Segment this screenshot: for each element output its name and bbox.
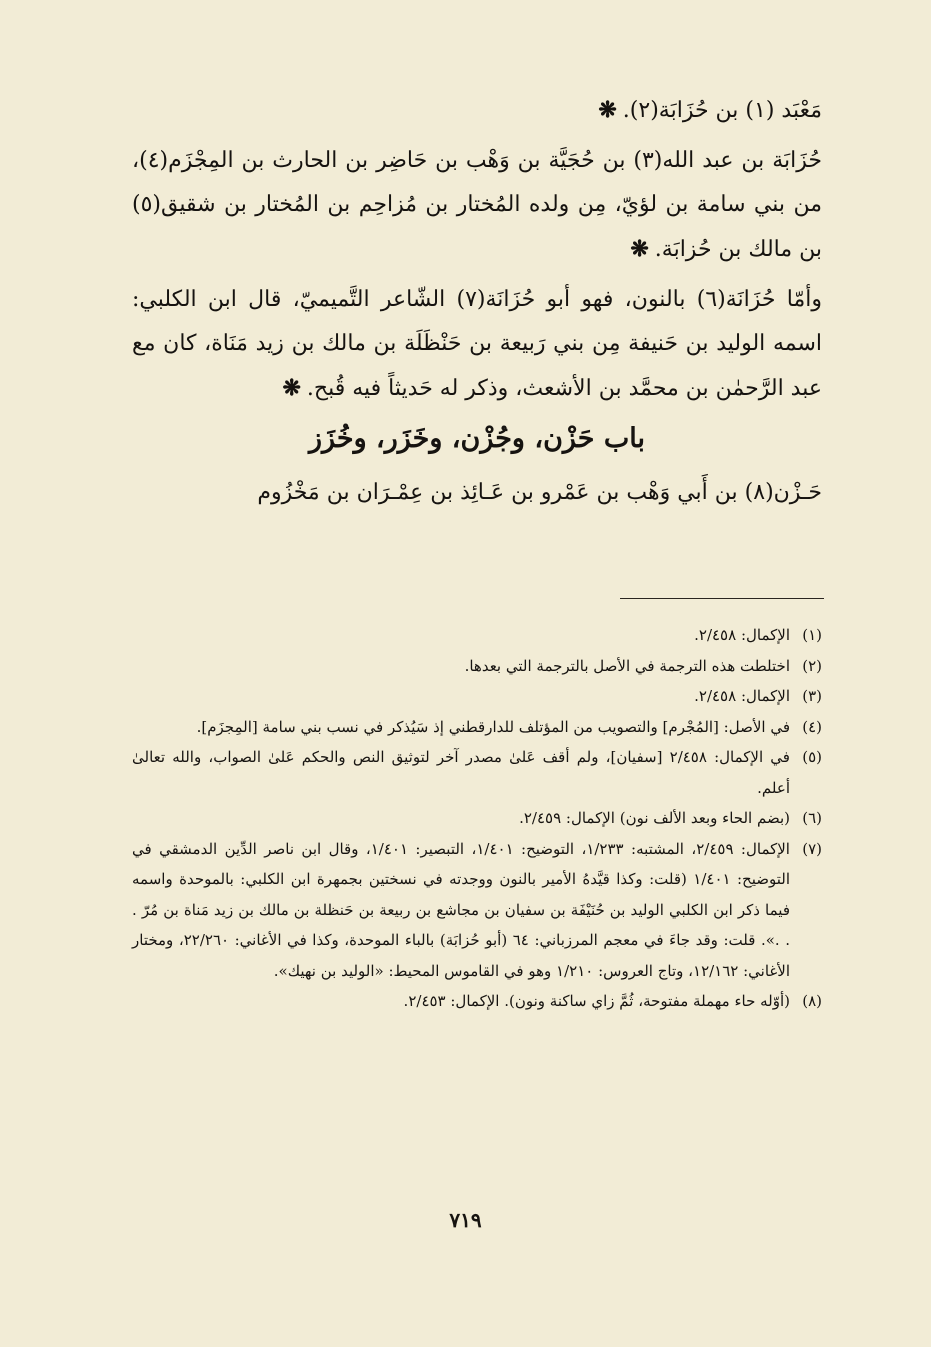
footnote-text: اختلطت هذه الترجمة في الأصل بالترجمة التي بعدها. bbox=[464, 656, 790, 675]
footnote-number: (٤) bbox=[802, 717, 822, 736]
footnote-item bbox=[132, 712, 822, 743]
footnote-number: (٢) bbox=[802, 656, 822, 675]
footnotes bbox=[132, 620, 822, 1017]
paragraph-huzaba bbox=[132, 139, 822, 272]
footnote-number: (٨) bbox=[802, 992, 822, 1010]
footnote-item bbox=[132, 651, 822, 682]
footnote-item bbox=[132, 742, 822, 803]
paragraph-hazn: حَـزْن(٨) بن أَبي وَهْب بن عَمْرو بن عَـائِذ بن عِمْـرَان بن مَخْزُوم bbox=[257, 480, 822, 505]
footnote-text: (بضم الحاء وبعد الألف نون) الإكمال: ٢/٤٥٩. bbox=[519, 809, 790, 827]
main-text bbox=[132, 88, 822, 515]
footnote-text: في الأصل: [المُجْرم] والتصويب من المؤتلف للدارقطني إذ سَيُذكر في نسب بني سامة [المِجزَم]. bbox=[196, 717, 790, 736]
footnote-number: (١) bbox=[802, 626, 822, 644]
footnote-item bbox=[132, 803, 822, 834]
paragraph-text: حُزَابَة بن عبد الله(٣) بن حُجَيَّة بن وَهْب بن حَاضِر بن الحارث بن المِجْزَم(٤)، من بني سامة بن لؤيّ، مِن ولده المُختار بن مُزاحِم بن المُختار بن شقيق(٥) بن مالك بن حُزابَة. bbox=[132, 148, 822, 262]
paragraph-text: مَعْبَد (١) بن حُزَابَة(٢). bbox=[622, 98, 822, 123]
star-ornament-icon: ❋ bbox=[598, 97, 617, 123]
section-heading: باب حَزْن، وجُزْن، وخَزَر، وخُزَز bbox=[308, 423, 646, 454]
footnote-item bbox=[132, 620, 822, 651]
footnote-item bbox=[132, 986, 822, 1017]
paragraph-text: وأمّا حُزَانَة(٦) بالنون، فهو أبو حُزَانَة(٧) الشّاعر التَّميميّ، قال ابن الكلبي: اسمه الوليد بن حَنيفة مِن بني رَبيعة بن حَنْظَلَة بن مالك بن زيد مَنَاة، كان مع عبد الرَّحمٰن بن محمَّد بن الأشعث، وذكر له حَديثاً فيه قُبح. bbox=[132, 287, 822, 401]
paragraph-mabad bbox=[132, 88, 822, 133]
star-ornament-icon: ❋ bbox=[282, 375, 301, 401]
footnote-text: الإكمال: ٢/٤٥٩، المشتبه: ١/٢٣٣، التوضيح: ١/٤٠١، التبصير: ١/٤٠١، وقال ابن ناصر الدِّين الدمشقي في التوضيح: ١/٤٠١ (قلت: وكذا قيَّدهُ الأمير بالنون ووجدته في نسختين بجمهرة ابن الكلبي: بالموحدة واسمه فيما ذكر ابن الكلبي الوليد بن حُنَيْفَة بن سفيان بن مجاشع بن ربيعة بن حَنظلة بن مالك بن زيد مَناة بن مُرّ . . .». قلت: وقد جاءَ في معجم المرزباني: ٦٤ (أبو حُزابَة) بالباء الموحدة، وكذا في الأغاني: ٢٢/٢٦٠، ومختار الأغاني: ١٢/١٦٢، وتاج العروس: ١/٢١٠ وهو في القاموس المحيط: «الوليد بن نهيك». bbox=[132, 839, 791, 980]
page-number: ٧١٩ bbox=[449, 1208, 482, 1232]
footnote-number: (٧) bbox=[802, 839, 822, 858]
footnote-number: (٥) bbox=[802, 748, 822, 766]
star-ornament-icon: ❋ bbox=[630, 236, 649, 262]
footnote-item bbox=[132, 834, 822, 987]
footnote-text: في الإكمال: ٢/٤٥٨ [سفيان]، ولم أقف عَلىٰ مصدر آخر لتوثيق النص والحكم عَلىٰ الصواب، والله تعالىٰ أعلم. bbox=[132, 748, 790, 797]
footnote-text: الإكمال: ٢/٤٥٨. bbox=[694, 687, 790, 705]
footnote-text: الإكمال: ٢/٤٥٨. bbox=[694, 626, 790, 644]
paragraph-huzana bbox=[132, 278, 822, 411]
footnote-item bbox=[132, 681, 822, 712]
footnote-number: (٣) bbox=[802, 687, 822, 705]
footnote-text: (أوّله حاء مهملة مفتوحة، ثُمَّ زاي ساكنة ونون). الإكمال: ٢/٤٥٣. bbox=[403, 992, 790, 1010]
footnote-number: (٦) bbox=[802, 809, 822, 827]
footnote-divider bbox=[620, 598, 824, 599]
